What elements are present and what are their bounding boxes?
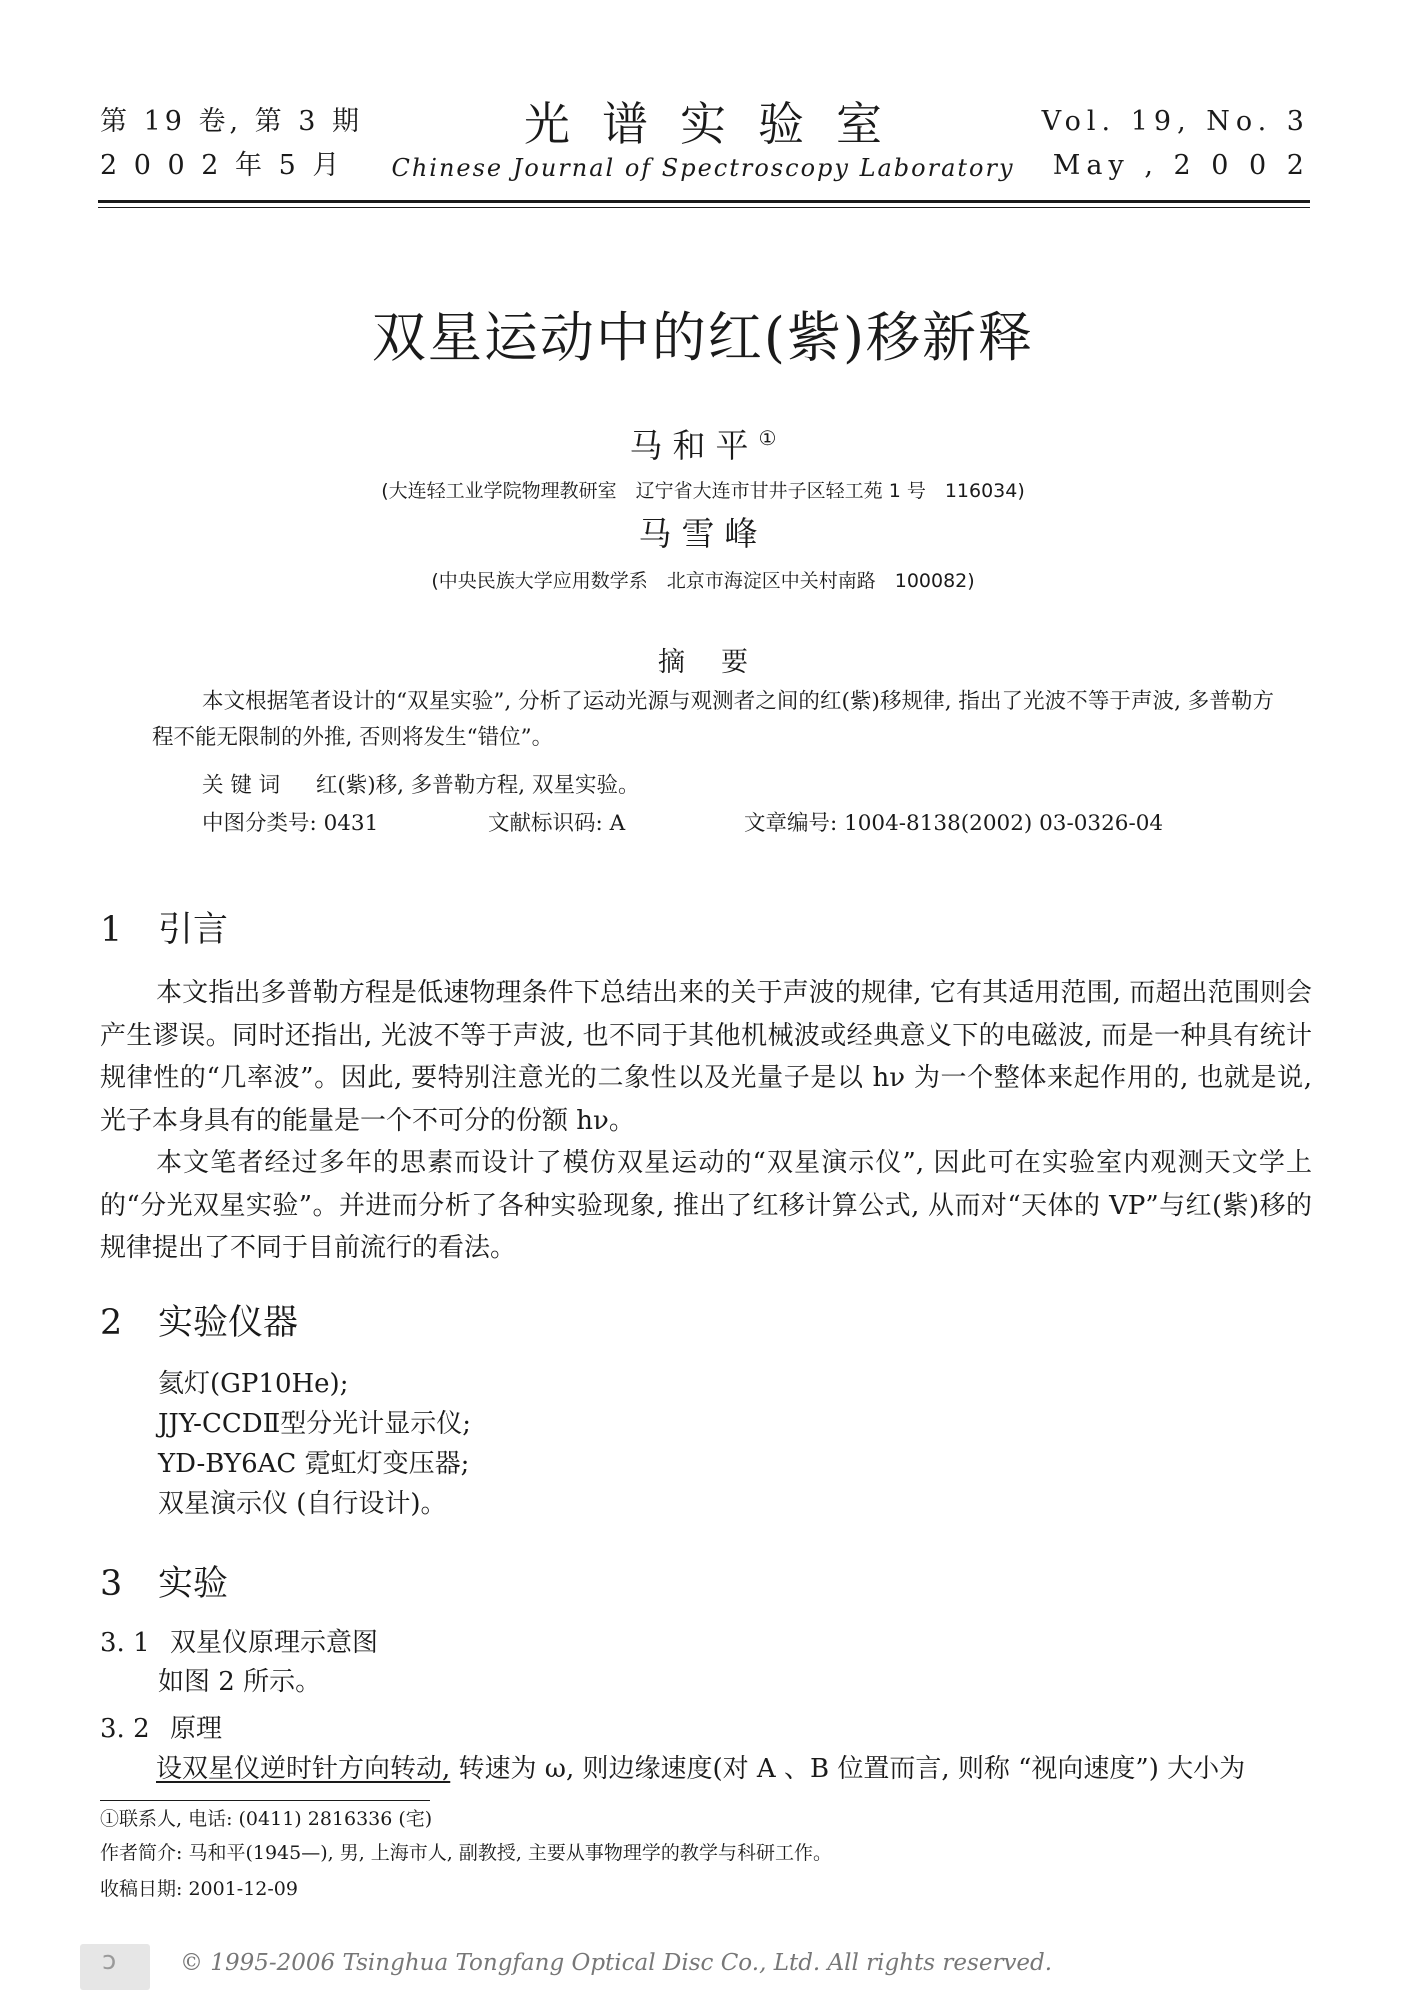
clc-number: 中图分类号: 0431: [202, 811, 379, 836]
header-right: [1042, 100, 1310, 188]
keywords: 红(紫)移, 多普勒方程, 双星实验。: [315, 773, 640, 798]
journal-title-cn: 光谱实验室: [524, 97, 914, 151]
journal-title-en: Chinese Journal of Spectroscopy Laboratory: [391, 154, 1015, 182]
author-1-name: 马和平: [629, 426, 759, 465]
instrument-item-3: YD-BY6AC 霓虹灯变压器;: [158, 1449, 470, 1479]
volume-en: Vol. 19, No. 3: [1041, 106, 1310, 137]
abstract-heading: 摘要: [658, 647, 784, 678]
subsection-3-1-text: 如图 2 所示。: [158, 1667, 322, 1697]
keywords-label: 关 键 词: [202, 773, 281, 798]
header-rule: [98, 200, 1310, 203]
author-2: [0, 508, 1406, 555]
section-3-number: 3: [100, 1564, 123, 1604]
footnote-bio: 作者简介: 马和平(1945—), 男, 上海市人, 副教授, 主要从事物理学的教学与科研工作。: [100, 1842, 832, 1864]
subsection-3-2-title: 原理: [170, 1714, 223, 1744]
affiliation-1: (大连轻工业学院物理教研室 辽宁省大连市甘井子区轻工苑 1 号 116034): [381, 480, 1025, 502]
subsection-3-2-number: 3. 2: [100, 1714, 150, 1744]
section-1-heading: [100, 902, 228, 952]
section-3-heading: [100, 1556, 228, 1606]
subsection-3-2-text: [100, 1748, 1312, 1791]
subsection-3-2-text-rest: 转速为 ω, 则边缘速度(对 A 、B 位置而言, 则称 “视向速度”) 大小为: [450, 1754, 1246, 1784]
abstract-text: 本文根据笔者设计的“双星实验”, 分析了运动光源与观测者之间的红(紫)移规律, 指出了光波不等于声波, 多普勒方程不能无限制的外推, 否则将发生“错位”。: [152, 689, 1274, 750]
keywords-line: [202, 768, 639, 804]
instrument-item-2: JJY-CCDⅡ型分光计显示仪;: [158, 1409, 472, 1439]
affiliation-2: (中央民族大学应用数学系 北京市海淀区中关村南路 100082): [431, 570, 975, 592]
volume-cn: 第 19 卷, 第 3 期: [100, 106, 364, 137]
author-1-mark: ①: [758, 426, 777, 450]
date-cn: 2 0 0 2 年 5 月: [100, 150, 344, 181]
section-2-title: 实验仪器: [158, 1303, 299, 1343]
section-2-heading: [100, 1295, 298, 1345]
header-rule-thin: [98, 207, 1310, 208]
copyright-notice: © 1995-2006 Tsinghua Tongfang Optical Disc Co., Ltd. All rights reserved.: [180, 1950, 1053, 1976]
publisher-logo-icon: ↄ: [102, 1946, 117, 1976]
date-en: May , 2 0 0 2: [1052, 150, 1310, 181]
instrument-item-1: 氦灯(GP10He);: [158, 1369, 349, 1399]
section-1-paragraph-2: 本文笔者经过多年的思素而设计了模仿双星运动的“双星演示仪”, 因此可在实验室内观测天文学上的“分光双星实验”。并进而分析了各种实验现象, 推出了红移计算公式, 从而对“天体的 VP”与红(紫)移的规律提出了不同于目前流行的看法。: [100, 1148, 1312, 1263]
paper-title: 双星运动中的红(紫)移新释: [371, 306, 1035, 369]
footnote-received: 收稿日期: 2001-12-09: [100, 1878, 298, 1900]
section-3-title: 实验: [158, 1564, 229, 1604]
section-1-title: 引言: [158, 910, 229, 950]
subsection-3-1-heading: [100, 1622, 378, 1659]
section-1-number: 1: [100, 910, 123, 950]
footnote-rule: [100, 1800, 430, 1801]
subsection-3-2-heading: [100, 1708, 222, 1745]
subsection-3-1-title: 双星仪原理示意图: [170, 1628, 379, 1658]
article-number: 文章编号: 1004-8138(2002) 03-0326-04: [744, 811, 1164, 836]
document-code: 文献标识码: A: [488, 811, 626, 836]
author-2-name: 马雪峰: [638, 514, 768, 553]
instrument-item-4: 双星演示仪 (自行设计)。: [158, 1489, 447, 1519]
footnote-contact: ①联系人, 电话: (0411) 2816336 (宅): [100, 1808, 433, 1830]
section-1-paragraph-1: 本文指出多普勒方程是低速物理条件下总结出来的关于声波的规律, 它有其适用范围, 而超出范围则会产生谬误。同时还指出, 光波不等于声波, 也不同于其他机械波或经典意义下的电磁波, 而是一种具有统计规律性的“几率波”。因此, 要特别注意光的二象性以及光量子是以 hν 为一个整体来起作用的, 也就是说, 光子本身具有的能量是一个不可分的份额 hν。: [100, 978, 1312, 1136]
author-1: [0, 420, 1406, 467]
subsection-3-2-text-underlined: 设双星仪逆时针方向转动,: [156, 1754, 451, 1784]
section-2-number: 2: [100, 1303, 123, 1343]
subsection-3-1-number: 3. 1: [100, 1628, 150, 1658]
